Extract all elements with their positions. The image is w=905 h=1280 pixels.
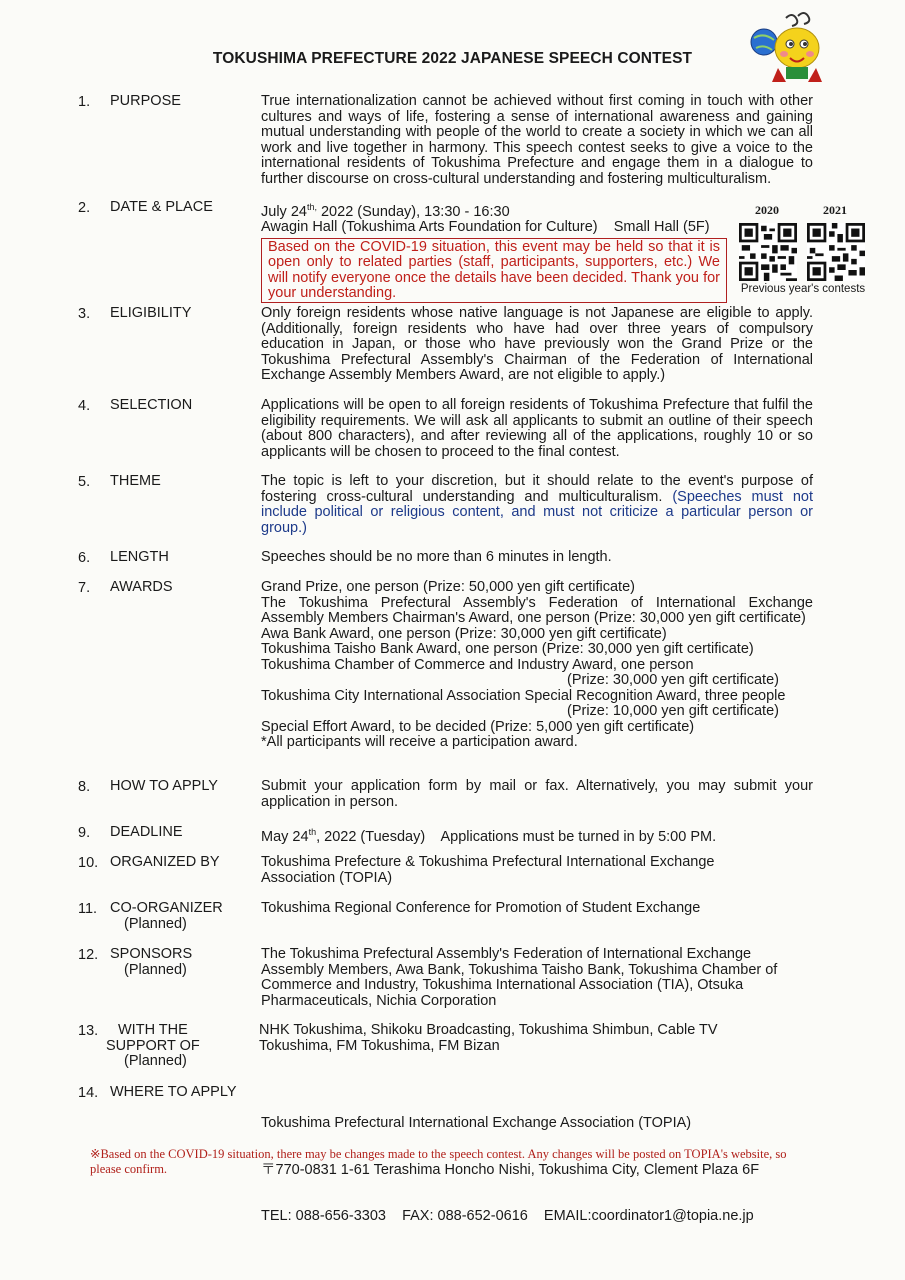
date-day: July 24 bbox=[261, 203, 307, 220]
section-label bbox=[106, 1023, 256, 1070]
section-label: HOW TO APPLY bbox=[110, 778, 218, 794]
section-number: 14. bbox=[78, 1085, 99, 1101]
award-line: The Tokushima Prefectural Assembly's Federation of International Exchange Assembly Members Chairman's Award, one person (Prize: 30,000 yen gift certificate) bbox=[261, 594, 813, 626]
section-label: AWARDS bbox=[110, 579, 173, 595]
contact-org: Tokushima Prefectural International Exchange Association (TOPIA) bbox=[261, 1115, 692, 1131]
section-label bbox=[110, 947, 260, 978]
theme-note: (Speeches must not include political or religious content, and must not criticize a particular person or group.) bbox=[261, 488, 813, 536]
award-line: Grand Prize, one person (Prize: 50,000 yen gift certificate) bbox=[261, 579, 635, 595]
section-number: 13. bbox=[78, 1023, 99, 1039]
section-text: Speeches should be no more than 6 minutes in length. bbox=[261, 549, 612, 565]
award-line: Awa Bank Award, one person (Prize: 30,000 yen gift certificate) bbox=[261, 625, 667, 642]
section-body bbox=[261, 825, 813, 845]
awards-list bbox=[261, 580, 813, 751]
theme-text: The topic is left to your discretion, but it should relate to the event's purpose of fostering cross-cultural understanding and multiculturalism. bbox=[261, 473, 813, 505]
award-line: Tokushima Chamber of Commerce and Industry Award, one person bbox=[261, 656, 694, 673]
award-line: *All participants will receive a participation award. bbox=[261, 734, 578, 750]
section-text: Submit your application form by mail or fax. Alternatively, you may submit your application in person. bbox=[261, 778, 813, 810]
section-body bbox=[261, 474, 813, 536]
label-sub: (Planned) bbox=[124, 961, 187, 978]
section-text: NHK Tokushima, Shikoku Broadcasting, Tokushima Shimbun, Cable TV Tokushima, FM Tokushima, FM Bizan bbox=[259, 1022, 718, 1054]
section-text: Only foreign residents whose native language is not Japanese are eligible to apply. (Additionally, foreign residents who have had over three years of compulsory education in Japan, or those who have previously won the Grand Prize or the Tokushima Prefectural Assembly's Chairman of the Federation of International Exchange Assembly Members Award, are not eligible to apply.) bbox=[261, 305, 813, 383]
section-body bbox=[261, 200, 741, 303]
label-main: SPONSORS bbox=[110, 946, 193, 962]
section-number: 5. bbox=[78, 474, 91, 490]
section-label: DEADLINE bbox=[110, 824, 183, 840]
label-main: CO-ORGANIZER bbox=[110, 900, 223, 916]
section-number: 11. bbox=[78, 901, 98, 917]
section-label: SELECTION bbox=[110, 397, 193, 413]
contact-address: 〒770-0831 1-61 Terashima Honcho Nishi, Tokushima City, Clement Plaza 6F bbox=[261, 1161, 760, 1178]
qr-year-label: 2020 bbox=[755, 203, 779, 217]
section-text: The Tokushima Prefectural Assembly's Federation of International Exchange Assembly Members, Awa Bank, Tokushima Taisho Bank, Tokushima Chamber of Commerce and Industry, Tokushima International Association (TIA), Otsuka Pharmaceuticals, Nichia Corporation bbox=[261, 946, 778, 1009]
section-number: 3. bbox=[78, 306, 91, 322]
award-line: (Prize: 30,000 yen gift certificate) bbox=[567, 672, 779, 688]
date-suffix: th, bbox=[306, 202, 317, 212]
section-label: DATE & PLACE bbox=[110, 199, 213, 215]
qr-code-icon[interactable] bbox=[807, 223, 865, 281]
award-line: Tokushima City International Association Special Recognition Award, three people bbox=[261, 687, 786, 704]
section-text: Tokushima Regional Conference for Promotion of Student Exchange bbox=[261, 900, 701, 916]
deadline-day: May 24 bbox=[261, 828, 309, 845]
section-text: True internationalization cannot be achieved without first coming in touch with other cultures and ways of life, fostering a sense of international awareness and gaining mutual understanding with people of the world to create a society in which we can all work and live together in harmony. This speech contest seeks to give a voice to the international residents of Tokushima Prefecture and engage them in a dialogue to further discourse on cross-cultural understanding and fostering multiculturalism. bbox=[261, 93, 813, 187]
section-label: ELIGIBILITY bbox=[110, 305, 192, 321]
qr-year-label: 2021 bbox=[823, 203, 847, 217]
section-label: WHERE TO APPLY bbox=[110, 1084, 237, 1100]
event-date bbox=[261, 200, 741, 220]
section-label: PURPOSE bbox=[110, 93, 181, 109]
label-main: WITH THE bbox=[118, 1022, 188, 1038]
section-label bbox=[110, 901, 260, 932]
section-number: 9. bbox=[78, 825, 91, 841]
section-number: 4. bbox=[78, 398, 91, 414]
award-line: Special Effort Award, to be decided (Prize: 5,000 yen gift certificate) bbox=[261, 718, 695, 735]
label-sub: (Planned) bbox=[124, 1053, 187, 1069]
contact-phone-fax-email[interactable]: TEL: 088-656-3303 FAX: 088-652-0616 EMAIL:coordinator1@topia.ne.jp bbox=[261, 1208, 754, 1224]
section-number: 8. bbox=[78, 779, 91, 795]
section-number: 12. bbox=[78, 947, 99, 963]
section-number: 2. bbox=[78, 200, 91, 216]
covid-notice-box: Based on the COVID-19 situation, this event may be held so that it is open only to related parties (staff, participants, supporters, etc.) We will notify everyone once the details have been decided. Thank you for your understanding. bbox=[261, 238, 727, 303]
section-number: 6. bbox=[78, 550, 91, 566]
page-title: TOKUSHIMA PREFECTURE 2022 JAPANESE SPEECH CONTEST bbox=[212, 50, 693, 67]
section-label: ORGANIZED BY bbox=[110, 854, 220, 870]
date-rest: 2022 (Sunday), 13:30 - 16:30 bbox=[316, 203, 510, 220]
award-line: Tokushima Taisho Bank Award, one person (Prize: 30,000 yen gift certificate) bbox=[261, 641, 754, 657]
event-place: Awagin Hall (Tokushima Arts Foundation for Culture) Small Hall (5F) bbox=[261, 219, 710, 236]
award-line: (Prize: 10,000 yen gift certificate) bbox=[567, 703, 779, 719]
qr-code-icon[interactable] bbox=[739, 223, 797, 281]
section-label: THEME bbox=[110, 473, 161, 489]
label-main-2: SUPPORT OF bbox=[106, 1037, 200, 1054]
section-number: 7. bbox=[78, 580, 91, 596]
section-number: 1. bbox=[78, 94, 91, 110]
section-number: 10. bbox=[78, 855, 99, 871]
footer-covid-note: ※Based on the COVID-19 situation, there may be changes made to the speech contest. Any changes will be posted on TOPIA's website, so please confirm. bbox=[90, 1147, 787, 1176]
qr-caption: Previous year's contests bbox=[740, 283, 866, 295]
deadline-suffix: th bbox=[308, 827, 317, 837]
section-label: LENGTH bbox=[110, 549, 169, 565]
deadline-rest: , 2022 (Tuesday) Applications must be turned in by 5:00 PM. bbox=[316, 828, 717, 845]
section-text: Tokushima Prefecture & Tokushima Prefectural International Exchange Association (TOPIA) bbox=[261, 854, 715, 886]
section-text: Applications will be open to all foreign residents of Tokushima Prefecture that fulfil the eligibility requirements. We will ask all applicants to submit an outline of their speech (about 800 characters), and after reviewing all of the applications, roughly 10 or so applicants will be chosen to proceed to the final contest. bbox=[261, 397, 813, 460]
label-sub: (Planned) bbox=[124, 915, 187, 932]
